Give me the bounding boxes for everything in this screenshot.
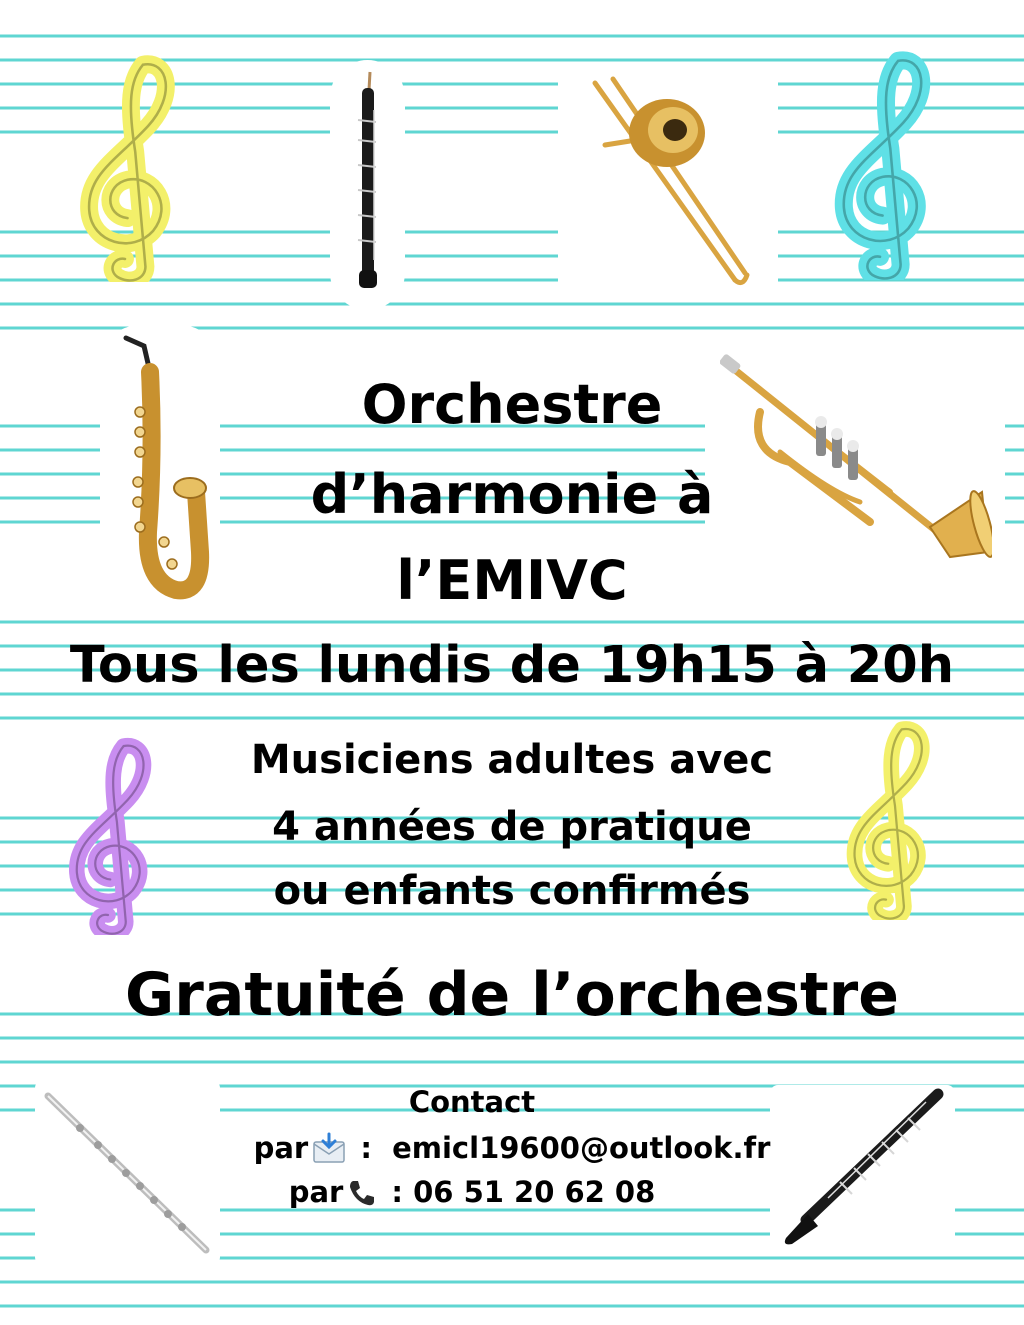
title-line-3: l’EMIVC: [396, 549, 628, 612]
phone-separator: :: [381, 1175, 414, 1209]
oboe-icon: [340, 70, 390, 292]
email-prefix: par: [253, 1131, 309, 1165]
title-line-2: d’harmonie à: [310, 463, 714, 526]
contact-phone-line: [0, 1170, 984, 1214]
email-separator: :: [350, 1131, 393, 1165]
contact-email-line: [0, 1126, 1024, 1170]
telephone-receiver-icon: [347, 1178, 377, 1208]
treble-clef-yellow-icon: [60, 52, 190, 282]
free-orchestra-text: Gratuité de l’orchestre: [125, 960, 899, 1030]
treble-clef-cyan-icon: [815, 48, 945, 280]
requirement-line-3: ou enfants confirmés: [273, 868, 751, 914]
trombone-icon: [585, 75, 760, 290]
incoming-envelope-icon: [312, 1132, 346, 1164]
phone-prefix: par: [288, 1175, 344, 1209]
requirement-line-1: Musiciens adultes avec: [250, 737, 774, 783]
schedule-text: Tous les lundis de 19h15 à 20h: [69, 636, 955, 695]
phone-number-link[interactable]: 06 51 20 62 08: [413, 1175, 656, 1209]
contact-heading: Contact: [408, 1085, 536, 1119]
email-address-link[interactable]: emicl19600@outlook.fr: [392, 1131, 771, 1165]
title-line-1: Orchestre: [361, 373, 663, 436]
requirement-line-2: 4 années de pratique: [272, 804, 752, 850]
